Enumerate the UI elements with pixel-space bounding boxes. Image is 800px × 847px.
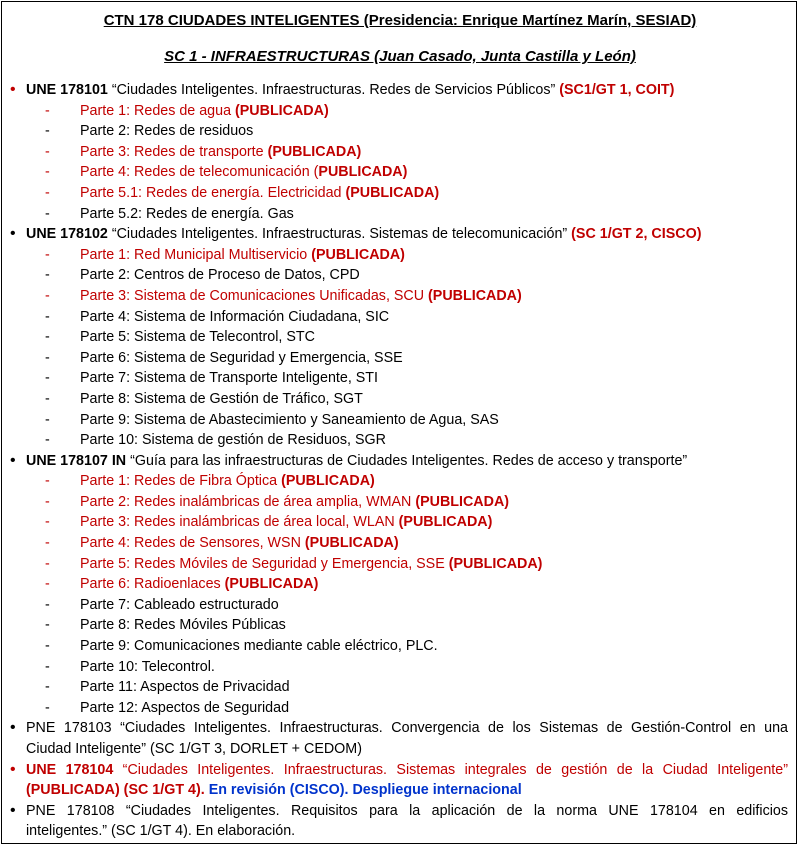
bullet-icon [10,451,22,472]
part-item [0,512,800,533]
published-tag: (PUBLICADA) [267,143,362,160]
part-label: Parte 10: Sistema de gestión de Residuos, SGR [80,432,386,449]
standard-title: “Ciudades Inteligentes. Infraestructuras. Redes de Servicios Públicos” [107,82,560,98]
part-label: Parte 4: Redes de Sensores, WSN [80,535,305,552]
part-item [0,677,800,698]
standard-code: UNE 178107 IN [26,452,127,469]
part-item [0,657,800,678]
part-label: Parte 2: Redes de residuos [80,123,254,140]
dash-icon: - [45,246,50,263]
dash-icon: - [45,617,50,634]
list-item [0,224,800,245]
standard-ref: (SC 1/GT 2, CISCO) [571,226,702,243]
dash-icon: - [45,308,50,325]
dash-icon: - [45,679,50,696]
standard-code: UNE 178101 [26,82,108,98]
standard-text-line1: PNE 178103 “Ciudades Inteligentes. Infraestructuras. Convergencia de los Sistemas de Gestión-Control en una [26,720,788,737]
standard-title: “Ciudades Inteligentes. Infraestructuras. Sistemas integrales de gestión de la Ciudad Inteligente” [113,761,788,778]
part-label: Parte 9: Sistema de Abastecimiento y Saneamiento de Agua, SAS [80,411,499,428]
part-label: Parte 6: Sistema de Seguridad y Emergencia, SSE [80,349,403,366]
dash-icon: - [45,432,50,449]
published-tag: PUBLICADA) [318,164,408,181]
part-item [0,327,800,348]
part-item [0,492,800,513]
part-item [0,348,800,369]
dash-icon: - [45,658,50,675]
dash-icon: - [45,596,50,613]
standard-revision: En revisión (CISCO). Despliegue internacional [204,782,522,799]
part-item [0,265,800,286]
part-label: Parte 5: Sistema de Telecontrol, STC [80,329,315,346]
part-label: Parte 2: Redes inalámbricas de área amplia, WMAN [80,493,416,510]
dash-icon: - [45,143,50,160]
list-item [0,718,800,739]
part-item [0,121,800,142]
dash-icon: - [45,473,50,490]
part-label: Parte 5: Redes Móviles de Seguridad y Emergencia, SSE [80,555,449,572]
part-item [0,698,800,719]
published-tag: (PUBLICADA) [415,493,510,510]
part-label: Parte 11: Aspectos de Privacidad [80,679,290,696]
part-label: Parte 1: Redes de agua [80,102,235,119]
part-label: Parte 3: Redes inalámbricas de área local, WLAN [80,514,399,531]
bullet-icon [10,801,22,822]
standard-ref: (SC1/GT 1, COIT) [559,82,675,98]
dash-icon: - [45,329,50,346]
part-label: Parte 1: Red Municipal Multiservicio [80,246,312,263]
bullet-icon [10,718,22,739]
part-label: Parte 4: Redes de telecomunicación ( [80,164,319,181]
part-item [0,471,800,492]
document-title: CTN 178 CIUDADES INTELIGENTES (Presidencia: Enrique Martínez Marín, SESIAD) [103,12,697,29]
part-item [0,286,800,307]
bullet-icon [10,80,22,101]
published-tag: (PUBLICADA) [304,535,399,552]
list-item [0,760,800,781]
dash-icon: - [45,555,50,572]
part-list [0,101,800,225]
part-item [0,615,800,636]
standard-text-line2: Ciudad Inteligente” (SC 1/GT 3, DORLET + CEDOM) [26,741,362,757]
part-label: Parte 8: Redes Móviles Públicas [80,617,286,634]
standard-title: “Ciudades Inteligentes. Infraestructuras. Sistemas de telecomunicación” [107,226,572,243]
published-tag: (PUBLICADA) [428,287,522,304]
bullet-icon [10,760,22,781]
part-item [0,204,800,225]
part-label: Parte 5.1: Redes de energía. Electricidad [80,184,346,201]
standard-status: (PUBLICADA) (SC 1/GT 4). [26,782,205,799]
published-tag: (PUBLICADA) [224,576,319,593]
part-item [0,162,800,183]
published-tag: (PUBLICADA) [398,514,493,531]
part-label: Parte 1: Redes de Fibra Óptica [80,473,282,490]
part-item [0,554,800,575]
dash-icon: - [45,123,50,140]
part-label: Parte 3: Redes de transporte [80,143,268,160]
dash-icon: - [45,493,50,510]
part-label: Parte 3: Sistema de Comunicaciones Unificadas, SCU [80,287,429,304]
dash-icon: - [45,205,50,222]
standard-code: UNE 178104 [26,761,114,778]
list-item-continuation [0,821,800,842]
standard-text-line2: inteligentes.” (SC 1/GT 4). En elaboración. [26,823,296,840]
part-label: Parte 10: Telecontrol. [80,658,215,675]
dash-icon: - [45,576,50,593]
part-label: Parte 12: Aspectos de Seguridad [80,699,290,716]
standard-code: UNE 178102 [26,226,108,243]
document-subtitle: SC 1 - INFRAESTRUCTURAS (Juan Casado, Junta Castilla y León) [164,48,636,65]
dash-icon: - [45,638,50,655]
part-label: Parte 7: Sistema de Transporte Inteligente, STI [80,370,379,387]
published-tag: (PUBLICADA) [311,246,405,263]
part-label: Parte 8: Sistema de Gestión de Tráfico, SGT [80,390,363,407]
part-item [0,307,800,328]
part-item [0,368,800,389]
part-item [0,101,800,122]
dash-icon: - [45,514,50,531]
dash-icon: - [45,164,50,181]
list-item [0,80,800,101]
dash-icon: - [45,267,50,284]
dash-icon: - [45,370,50,387]
list-item [0,451,800,472]
part-item [0,533,800,554]
part-item [0,595,800,616]
part-label: Parte 6: Radioenlaces [80,576,225,593]
dash-icon: - [45,102,50,119]
part-item [0,430,800,451]
part-list [0,245,800,451]
list-item [0,801,800,822]
dash-icon: - [45,390,50,407]
published-tag: (PUBLICADA) [448,555,543,572]
part-item [0,183,800,204]
published-tag: (PUBLICADA) [281,473,375,490]
dash-icon: - [45,411,50,428]
part-label: Parte 4: Sistema de Información Ciudadana, SIC [80,308,390,325]
list-item-continuation [0,780,800,801]
part-item [0,410,800,431]
part-label: Parte 2: Centros de Proceso de Datos, CPD [80,267,360,284]
part-item [0,389,800,410]
dash-icon: - [45,287,50,304]
part-label: Parte 9: Comunicaciones mediante cable eléctrico, PLC. [80,638,438,655]
part-label: Parte 7: Cableado estructurado [80,596,279,613]
part-item [0,245,800,266]
part-label: Parte 5.2: Redes de energía. Gas [80,205,294,222]
published-tag: (PUBLICADA) [345,184,440,201]
part-item [0,142,800,163]
list-item-continuation [0,739,800,760]
dash-icon: - [45,699,50,716]
part-list [0,471,800,718]
standard-title: “Guía para las infraestructuras de Ciudades Inteligentes. Redes de acceso y transporte” [126,452,688,469]
part-item [0,636,800,657]
published-tag: (PUBLICADA) [235,102,329,119]
dash-icon: - [45,184,50,201]
standard-text-line1: PNE 178108 “Ciudades Inteligentes. Requisitos para la aplicación de la norma UNE 178104 en edificios [26,802,788,819]
bullet-icon [10,224,22,245]
standards-list [0,80,800,842]
part-item [0,574,800,595]
dash-icon: - [45,349,50,366]
dash-icon: - [45,535,50,552]
